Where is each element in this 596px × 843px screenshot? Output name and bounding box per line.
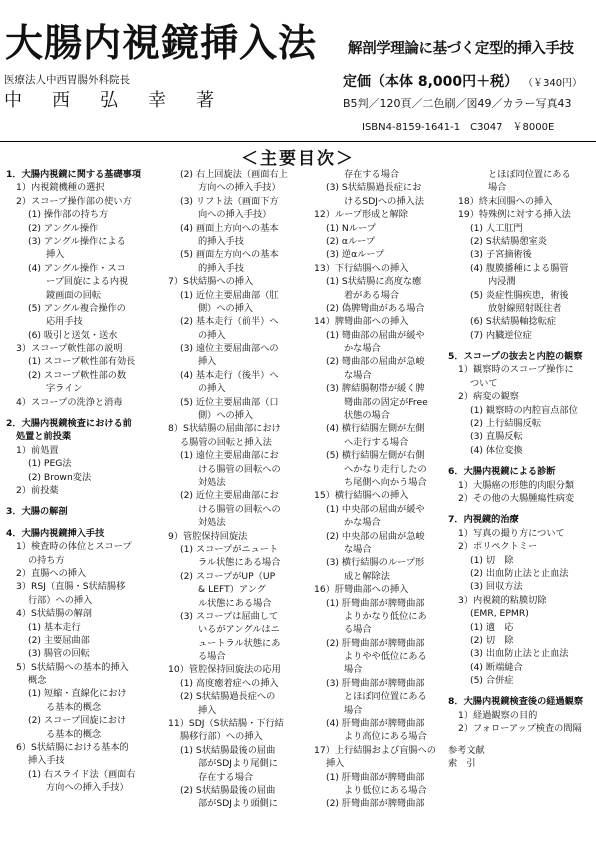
toc-entry: (2) スコープ軟性部の数 <box>28 369 127 381</box>
toc-entry: (4) 断端縫合 <box>470 661 523 673</box>
toc-entry: 存在する場合 <box>344 169 400 180</box>
toc-entry: 14）脾彎曲部への挿入 <box>314 316 409 328</box>
toc-entry: 2）前投薬 <box>16 484 59 496</box>
toc-entry: (3) スコープは屈曲して <box>180 610 279 622</box>
toc-entry: (2) 偽脾彎曲がある場合 <box>326 302 425 314</box>
toc-entry: (5) 画面左方向への基本 <box>180 249 279 261</box>
toc-entry: (3) 逆αループ <box>326 249 385 261</box>
toc-entry: (2) S状結腸過長症への <box>180 691 276 703</box>
toc-section: 処置と前投薬 <box>16 431 72 443</box>
toc-entry: (2) αループ <box>326 235 376 247</box>
toc-entry: とほぼ同位置にある <box>344 691 427 703</box>
toc-entry: (1) 肝彎曲部が脾彎曲部 <box>326 597 425 609</box>
toc-entry: 場合 <box>488 182 507 194</box>
toc-entry: 1）検査時の体位とスコープ <box>16 541 132 553</box>
toc-entry: 3）内視鏡的粘膜切除 <box>458 594 547 606</box>
toc-entry: よりやや低位にある <box>344 651 427 663</box>
toc-entry: かな場合 <box>344 343 381 355</box>
toc-entry: 部がSDJより尾側に <box>198 758 278 770</box>
toc-entry: (4) 肝彎曲部が脾彎曲部 <box>326 718 425 730</box>
toc-section: 7．内視鏡的治療 <box>448 514 519 526</box>
toc-entry: 4）スコープの洗浄と消毒 <box>16 396 123 408</box>
toc-entry: 7）S状結腸への挿入 <box>168 276 254 288</box>
toc-entry: 参考文献 <box>448 744 485 756</box>
toc-entry: (2) スコープ回旋におけ <box>28 715 127 727</box>
toc-column-2 <box>158 168 304 811</box>
toc-entry: ュートラル状態にあ <box>198 637 281 649</box>
toc-entry: る場合 <box>198 651 226 663</box>
toc-entry: よりかなり低位にあ <box>344 610 427 622</box>
toc-entry: 成と解除法 <box>344 570 390 582</box>
toc-entry: 19）特殊例に対する挿入法 <box>458 209 571 221</box>
toc-entry: 挿入 <box>198 704 217 716</box>
toc-entry: (2) スコープがUP（UP <box>180 570 276 582</box>
toc-section: 3．大腸の解剖 <box>6 506 68 518</box>
book-title: 大腸内視鏡挿入法 <box>5 20 318 65</box>
toc-entry: (3) 横行結腸のループ形 <box>326 557 425 569</box>
toc-entry: (3) 回収方法 <box>470 581 523 593</box>
toc-entry: ついて <box>470 377 498 389</box>
toc-entry: 挿入 <box>326 758 345 770</box>
toc-entry: (1) 近位主要屈曲部（肛 <box>180 289 279 301</box>
toc-entry: (2) 右上回旋法（画面右上 <box>180 169 288 180</box>
toc-section: 5．スコープの抜去と内腔の観察 <box>448 351 583 363</box>
toc-entry: ラル状態にある場合 <box>198 557 281 569</box>
toc-entry: (1) 基本走行 <box>28 621 81 633</box>
toc-entry: (2) 出血防止法と止血法 <box>470 567 569 579</box>
book-spec: B5判／120頁／二色刷／図49／カラー写真43 <box>343 97 572 110</box>
toc-entry: 10）管腔保持回旋法の応用 <box>168 664 281 676</box>
toc-entry: (1) 観察時の内腔盲点部位 <box>470 404 578 416</box>
toc-entry: (2) 切 除 <box>470 634 514 646</box>
toc-column-4 <box>448 168 594 770</box>
toc-entry: (1) 切 除 <box>470 554 514 566</box>
toc-entry: 概念 <box>28 675 47 687</box>
price-tax: （￥340円） <box>523 78 583 89</box>
toc-entry: 方向への挿入手技） <box>198 182 281 194</box>
toc-entry: 2）スコープ操作部の使い方 <box>16 195 132 207</box>
toc-entry: (2) S状結腸憩室炎 <box>470 235 547 247</box>
author-char: 西 <box>52 90 70 111</box>
toc-entry: より高位にある場合 <box>344 731 427 743</box>
toc-entry: 内浸潤 <box>488 276 516 288</box>
toc-entry: (2) Brown変法 <box>28 471 92 483</box>
toc-entry: (2) 肝彎曲部が脾彎曲部 <box>326 798 425 810</box>
toc-entry: (2) アングル操作 <box>28 222 99 234</box>
toc-entry: の挿入 <box>198 383 226 395</box>
toc-entry: (2) 肝彎曲部が脾彎曲部 <box>326 637 425 649</box>
toc-entry: (5) 炎症性腸疾患，術後 <box>470 289 569 301</box>
toc-section: 4．大腸内視鏡挿入手技 <box>6 527 105 539</box>
toc-entry: 的挿入手技 <box>198 262 244 274</box>
toc-entry: へかなり走行したの <box>344 463 427 475</box>
toc-entry: (3) 子宮摘術後 <box>470 249 532 261</box>
toc-entry: な場合 <box>344 369 372 381</box>
toc-column-3 <box>304 168 450 811</box>
toc-entry: 行部）への挿入 <box>28 594 93 606</box>
toc-entry: (1) 遠位主要屈曲部にお <box>180 450 279 462</box>
author-affiliation: 医療法人中西胃腸外科院長 <box>4 74 130 86</box>
toc-entry: ち尾側へ向かう場合 <box>344 476 427 488</box>
toc-entry: (2) 彎曲部の屈曲が急峻 <box>326 356 425 368</box>
toc-entry: いるがアングルはニ <box>198 624 280 636</box>
toc-entry: へ走行する場合 <box>344 436 409 448</box>
toc-entry: (5) 近位主要屈曲部（口 <box>180 396 279 408</box>
toc-entry: ける腸管の回転への <box>198 463 281 475</box>
toc-entry: 挿入 <box>46 249 65 261</box>
toc-entry: の挿入 <box>198 329 226 341</box>
toc-section: 1．大腸内視鏡に関する基礎事項 <box>6 169 142 180</box>
toc-entry: 場合 <box>344 664 363 676</box>
toc-entry: 放射線照射既往者 <box>488 302 562 314</box>
toc-entry: 向への挿入手技） <box>198 209 272 221</box>
toc-entry: (3) S状結腸過長症にお <box>326 182 422 194</box>
toc-entry: 2）フォローアップ検査の間隔 <box>458 723 582 735</box>
author-role: 著 <box>196 90 214 111</box>
toc-entry: かな場合 <box>344 517 381 529</box>
toc-entry: 11）SDJ（S状結腸・下行結 <box>168 718 284 730</box>
toc-entry: 6）S状結腸における基本的 <box>16 742 129 754</box>
toc-entry: (3) 遠位主要屈曲部への <box>180 343 279 355</box>
toc-entry: 応用手技 <box>46 316 83 328</box>
toc-entry: 存在する場合 <box>198 771 254 783</box>
toc-entry: (3) 脾結腸靭帯が緩く脾 <box>326 383 425 395</box>
toc-entry: 1）経過観察の目的 <box>458 709 538 721</box>
toc-entry: 状態の場合 <box>344 410 390 422</box>
toc-entry: 13）下行結腸への挿入 <box>314 262 409 274</box>
toc-entry: 3）RSJ（直腸・S状結腸移 <box>16 581 126 593</box>
toc-entry: (5) 合併症 <box>470 675 514 687</box>
toc-entry: (2) S状結腸最後の屈曲 <box>180 784 276 796</box>
toc-entry: 12）ループ形成と解除 <box>314 209 408 221</box>
toc-entry: 対処法 <box>198 517 226 529</box>
toc-entry: 15）横行結腸への挿入 <box>314 490 409 502</box>
toc-entry: 2）ポリペクトミー <box>458 541 538 553</box>
toc-entry: 索 引 <box>448 758 476 770</box>
toc-entry: (4) アングル操作・スコ <box>28 262 126 274</box>
toc-entry: (1) Nループ <box>326 222 376 234</box>
toc-entry: る場合 <box>344 624 372 636</box>
toc-entry: & LEFT）アング <box>198 584 266 596</box>
toc-entry: (1) S状結腸に高度な癒 <box>326 276 422 288</box>
book-subtitle: 解剖学理論に基づく定型的挿入手技 <box>348 41 574 57</box>
toc-entry: (1) 右スライド法（画面右 <box>28 768 136 780</box>
toc-entry: (1) PEG法 <box>28 458 72 470</box>
toc-entry: 5）S状結腸への基本的挿入 <box>16 661 129 673</box>
toc-entry: (3) 直腸反転 <box>470 431 523 443</box>
toc-entry: 1）前処置 <box>16 444 59 456</box>
toc-entry: 17）上行結腸および盲腸への <box>314 744 436 756</box>
toc-entry: (2) 中央部の屈曲が急峻 <box>326 530 425 542</box>
toc-entry: (1) 高度癒着症への挿入 <box>180 677 279 689</box>
toc-entry: (1) S状結腸最後の屈曲 <box>180 744 276 756</box>
toc-entry: (4) 横行結腸左側が左側 <box>326 423 425 435</box>
toc-entry: (4) 体位変換 <box>470 444 523 456</box>
toc-entry: (5) アングル複合操作の <box>28 302 126 314</box>
toc-entry: (4) 画面上方向への基本 <box>180 222 279 234</box>
toc-heading: ＜主要目次＞ <box>241 149 355 169</box>
toc-entry: 2）直腸への挿入 <box>16 567 87 579</box>
toc-entry: 部がSDJより頭側に <box>198 798 278 810</box>
toc-entry: (7) 内臓逆位症 <box>470 329 532 341</box>
toc-entry: 9）管腔保持回旋法 <box>168 530 248 542</box>
toc-entry: (3) 腸管の回転 <box>28 648 90 660</box>
toc-entry: 方向への挿入手技） <box>46 782 129 794</box>
toc-entry: (3) 出血防止法と止血法 <box>470 648 569 660</box>
author-char: 幸 <box>148 90 166 111</box>
toc-entry: けるSDJへの挿入法 <box>344 195 424 207</box>
author-char: 中 <box>4 90 22 111</box>
toc-entry: る基本的概念 <box>46 728 102 740</box>
toc-entry: る基本的概念 <box>46 701 102 713</box>
toc-entry: 1）内視鏡機種の選択 <box>16 182 105 194</box>
toc-entry: る腸管の回転と挿入法 <box>180 436 272 448</box>
toc-entry: (4) 基本走行（後半）へ <box>180 369 279 381</box>
toc-entry: (6) S状結腸軸捻転症 <box>470 316 557 328</box>
toc-entry: 彎曲部の固定がFree <box>344 396 428 408</box>
toc-entry: 字ライン <box>46 383 83 395</box>
toc-section: 8．大腸内視鏡検査後の経過観察 <box>448 696 584 708</box>
toc-entry: (EMR, EPMR) <box>470 608 529 620</box>
toc-section: 2．大腸内視鏡検査における前 <box>6 418 132 430</box>
toc-entry: (1) 操作部の持ち方 <box>28 209 109 221</box>
toc-entry: 3）スコープ軟性部の説明 <box>16 343 123 355</box>
toc-entry: (1) スコープ軟性部有効長 <box>28 356 136 368</box>
toc-entry: 2）その他の大腸腫瘍性病変 <box>458 492 575 504</box>
price <box>343 71 582 91</box>
toc-entry: (3) アングル操作による <box>28 235 126 247</box>
toc-entry: (1) 短縮・直線化におけ <box>28 688 127 700</box>
toc-entry: (3) 肝彎曲部が脾彎曲部 <box>326 677 425 689</box>
toc-entry: (1) スコープがニュート <box>180 543 279 555</box>
toc-section: 6．大腸内視鏡による診断 <box>448 466 556 478</box>
toc-entry: 1）観察時のスコープ操作に <box>458 364 574 376</box>
toc-entry: 鏡画面の回転 <box>46 289 102 301</box>
toc-entry: (5) 横行結腸左側が右側 <box>326 450 425 462</box>
toc-entry: 的挿入手技 <box>198 235 244 247</box>
price-main: 定価（本体 8,000円＋税） <box>343 74 519 90</box>
toc-entry: (4) 腹膜播種による腸管 <box>470 262 569 274</box>
toc-entry: ル状態にある場合 <box>198 597 272 609</box>
toc-entry: (2) 基本走行（前半）へ <box>180 316 279 328</box>
divider <box>0 141 596 142</box>
toc-entry: (1) 適 応 <box>470 621 514 633</box>
toc-entry: 8）S状結腸の屈曲部におけ <box>168 423 281 435</box>
toc-entry: 側）への挿入 <box>198 302 254 314</box>
toc-entry: (1) 中央部の屈曲が緩や <box>326 503 425 515</box>
toc-entry: ープ回旋による内視 <box>46 276 129 288</box>
toc-entry: 18）終末回腸への挿入 <box>458 195 553 207</box>
toc-entry: (1) 人工肛門 <box>470 222 523 234</box>
toc-entry: (3) リフト法（画面下方 <box>180 195 279 207</box>
toc-entry: 2）病変の観察 <box>458 391 519 403</box>
toc-entry: ける腸管の回転への <box>198 503 281 515</box>
toc-entry: (2) 近位主要屈曲部にお <box>180 490 279 502</box>
toc-entry: 挿入手技 <box>28 755 65 767</box>
toc-entry: とほぼ同位置にある <box>488 169 571 180</box>
toc-entry: な場合 <box>344 543 372 555</box>
toc-entry: より低位にある場合 <box>344 784 427 796</box>
toc-entry: (2) 主要屈曲部 <box>28 634 90 646</box>
toc-entry: の持ち方 <box>28 554 65 566</box>
toc-entry: 対処法 <box>198 476 226 488</box>
author-name <box>4 86 244 112</box>
toc-column-1 <box>6 168 152 795</box>
toc-entry: (6) 吸引と送気・送水 <box>28 329 118 341</box>
toc-entry: (1) 彎曲部の屈曲が緩や <box>326 329 425 341</box>
toc-entry: 側）への挿入 <box>198 410 254 422</box>
toc-entry: (2) 上行結腸反転 <box>470 418 542 430</box>
author-char: 弘 <box>100 90 118 111</box>
isbn: ISBN4-8159-1641-1 C3047 ￥8000E <box>362 122 555 133</box>
toc-entry: 1）写真の撮り方について <box>458 527 565 539</box>
toc-entry: 挿入 <box>198 356 217 368</box>
toc-entry: 1）大腸癌の形態的肉眼分類 <box>458 479 575 491</box>
toc-entry: 4）S状結腸の解剖 <box>16 608 92 620</box>
toc-entry: 16）肝彎曲部への挿入 <box>314 584 409 596</box>
toc-entry: (1) 肝彎曲部が脾彎曲部 <box>326 771 425 783</box>
toc-entry: 着がある場合 <box>344 289 400 301</box>
toc-entry: 場合 <box>344 704 363 716</box>
toc-entry: 腸移行部）への挿入 <box>180 731 263 743</box>
